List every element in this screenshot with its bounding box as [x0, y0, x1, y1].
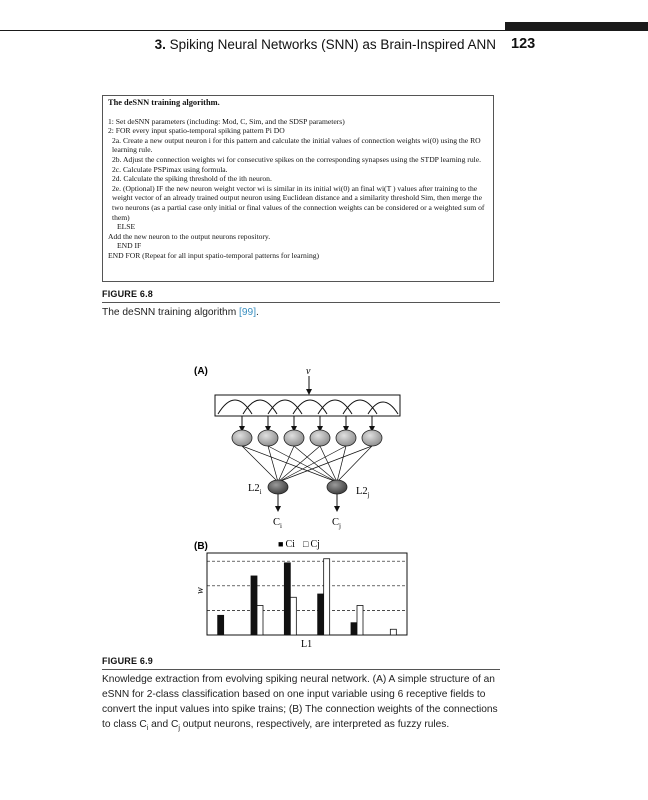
input-neuron — [336, 430, 356, 446]
panel-a-label: (A) — [194, 366, 208, 377]
algorithm-title: The deSNN training algorithm. — [108, 98, 220, 107]
bar-cj-6 — [390, 629, 396, 635]
bar-cj-3 — [290, 597, 296, 635]
citation-link[interactable]: [99] — [239, 307, 257, 318]
class-left-label: $C_i$ — [273, 517, 282, 530]
class-right-label: $C_j$ — [332, 517, 341, 530]
algorithm-line: 2e. (Optional) IF the new neuron weight vector wi is similar in its initial wi(0) an final wi(T ) values after training to the weight vector of an already trained output neuron using Euclidean distance and a similarity threshold Sim, then merge the two neurons (as a partial case only initial or final values of the connection weights can be considered or a weighted sum of them) — [112, 183, 485, 222]
chart-gridlines — [207, 561, 407, 610]
caption-line: to class $C_i$ and $C_j$ output neurons, respectively, are interpreted as fuzzy rules. — [102, 719, 450, 733]
legend-ci: ■ Ci — [278, 539, 295, 550]
algorithm-line: 2d. Calculate the spiking threshold of the ith neuron. — [112, 174, 272, 184]
figure-6-8-label: FIGURE 6.8 — [102, 289, 154, 299]
algorithm-line: END FOR (Repeat for all input spatio-temporal patterns for learning) — [108, 250, 320, 260]
bar-cj-2 — [257, 605, 263, 635]
legend-cj: □ Cj — [303, 539, 320, 550]
caption-line: Knowledge extraction from evolving spiking neural network. (A) A simple structure of an — [102, 674, 495, 685]
page-number: 123 — [511, 36, 536, 52]
connection-lines — [242, 446, 372, 482]
chart-xlabel: L1 — [301, 639, 313, 650]
bar-ci-4 — [318, 594, 324, 635]
input-neuron — [310, 430, 330, 446]
caption-line: convert the input values into spike trains; (B) The connection weights of the connections — [102, 704, 498, 715]
chart-legend — [278, 539, 320, 550]
input-neuron — [258, 430, 278, 446]
bar-ci-3 — [284, 563, 290, 635]
algorithm-line: Add the new neuron to the output neurons repository. — [108, 231, 271, 241]
panel-b-label: (B) — [194, 541, 208, 552]
bar-cj-4 — [324, 559, 330, 635]
spike-arrows — [242, 416, 372, 429]
output-left-label: $L2_i$ — [248, 483, 262, 496]
chart-bars — [218, 559, 397, 635]
input-neuron — [232, 430, 252, 446]
caption-line: eSNN for 2-class classification based on one input variable using 6 receptive fields to — [102, 689, 486, 700]
bar-ci-1 — [218, 615, 224, 635]
algorithm-line: 2a. Create a new output neuron i for this pattern and calculate the initial values of connection weights wi(0) using the RO learning rule. — [112, 135, 481, 155]
output-right-label: $L2_j$ — [356, 486, 370, 499]
bar-ci-2 — [251, 576, 257, 635]
input-neurons — [232, 430, 382, 446]
algorithm-line: ELSE — [117, 222, 136, 232]
bar-cj-5 — [357, 605, 363, 635]
algorithm-line: 1: Set deSNN parameters (including: Mod, C, Sim, and the SDSP parameters) — [108, 116, 345, 126]
figure-6-9-caption — [102, 672, 502, 736]
algorithm-line: END IF — [117, 241, 142, 251]
input-neuron — [284, 430, 304, 446]
output-neuron-right — [327, 480, 347, 494]
chart-ylabel: w — [195, 587, 206, 594]
caption-end: . — [256, 307, 259, 318]
chapter-number: 3. — [154, 37, 166, 52]
figure-6-9-label: FIGURE 6.9 — [102, 656, 154, 666]
chart-frame — [207, 553, 407, 635]
algorithm-line: 2c. Calculate PSPimax using formula. — [112, 164, 228, 174]
caption-text: The deSNN training algorithm — [102, 307, 240, 318]
input-neuron — [362, 430, 382, 446]
figure-6-9-rule — [102, 669, 500, 670]
chapter-title: Spiking Neural Networks (SNN) as Brain-Inspired ANN — [169, 37, 496, 52]
input-variable-label: v — [306, 366, 311, 377]
algorithm-line: 2b. Adjust the connection weights wi for consecutive spikes on the corresponding synapses using the STDP learning rule. — [112, 154, 482, 164]
output-neuron-left — [268, 480, 288, 494]
receptive-field-box — [215, 395, 400, 416]
bar-ci-5 — [351, 623, 357, 635]
algorithm-line: 2: FOR every input spatio-temporal spiking pattern Pi DO — [108, 126, 285, 136]
